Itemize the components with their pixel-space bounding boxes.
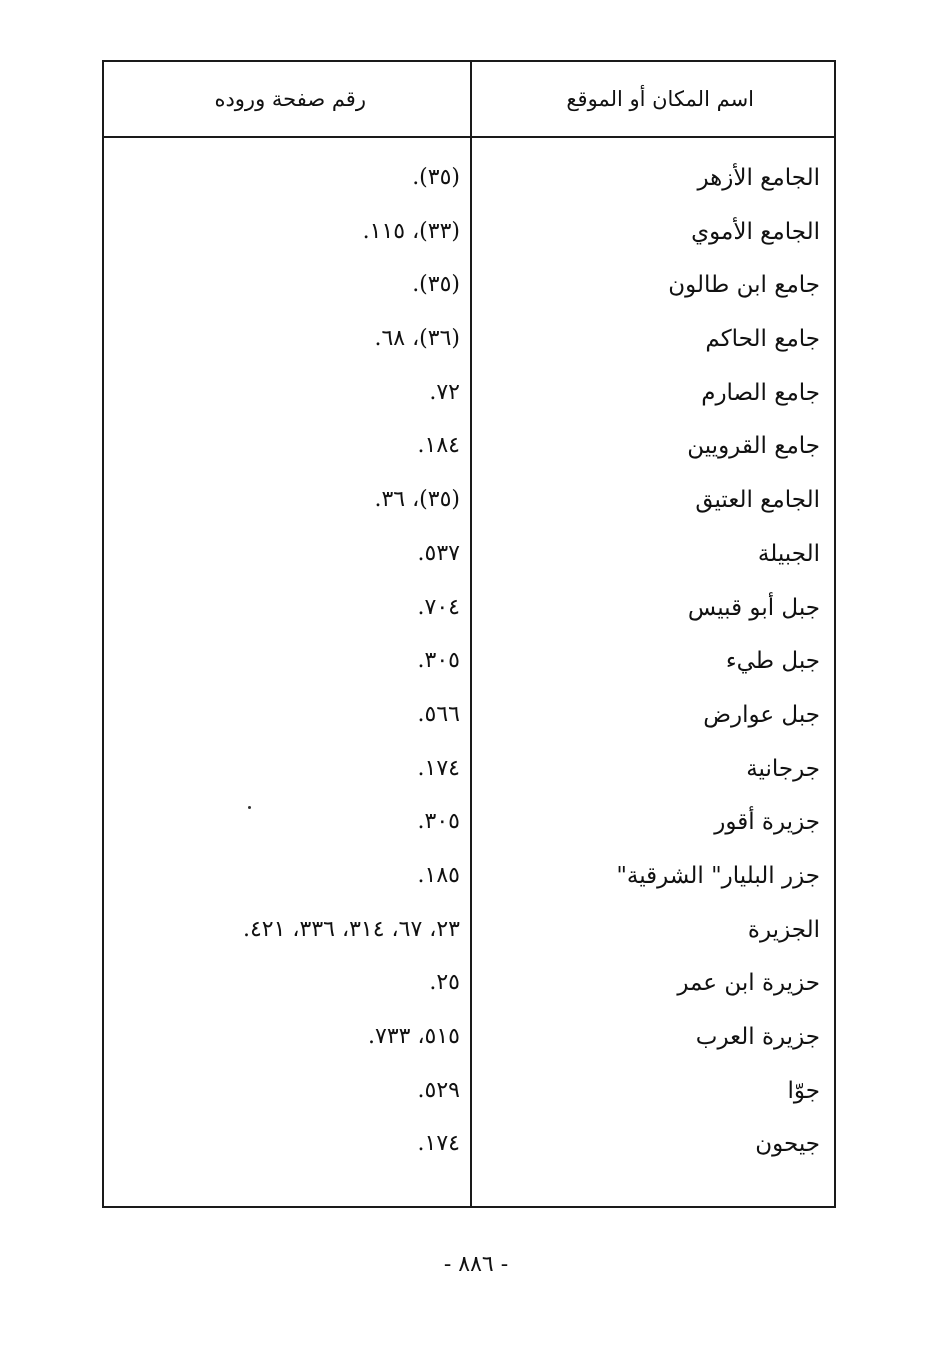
table-row: [104, 588, 834, 642]
table-row: [104, 1017, 834, 1071]
page-references: ٢٥.: [429, 970, 460, 996]
place-name: الجامع الأزهر: [697, 165, 820, 191]
place-name: جامع الصارم: [701, 379, 820, 406]
table-body: [104, 158, 834, 1178]
table-row: [104, 802, 834, 856]
table-row: [104, 265, 834, 319]
table-row: [104, 856, 834, 910]
page-references: ٥٦٦.: [417, 701, 460, 727]
page-number: - ٨٨٦ -: [443, 1252, 509, 1277]
table-row: [104, 212, 834, 266]
place-name: حزيرة ابن عمر: [677, 970, 820, 997]
place-name: جزيرة أقور: [714, 809, 820, 836]
page-references: ١٨٤.: [417, 433, 460, 459]
place-name: جبل أبو قبيس: [687, 594, 820, 621]
page-references: ١٧٤.: [417, 1131, 460, 1157]
header-page-numbers: رقم صفحة وروده: [214, 87, 366, 111]
page-references: (٣٣)، ١١٥.: [362, 218, 460, 244]
place-name: جوّا: [787, 1077, 820, 1104]
place-name: جامع الحاكم: [705, 326, 820, 353]
table-row: [104, 426, 834, 480]
place-name: الجامع الأموي: [691, 218, 820, 245]
places-index-table: [102, 60, 836, 1208]
header-place-name: اسم المكان أو الموقع: [566, 87, 754, 111]
page-references: ٣٠٥.: [417, 809, 460, 835]
table-row: [104, 480, 834, 534]
page-references: ٧٠٤.: [417, 594, 460, 620]
table-row: [104, 641, 834, 695]
place-name: الجزيرة: [747, 916, 820, 943]
place-name: جبل طيء: [725, 648, 820, 675]
page-references: ٥٢٩.: [417, 1077, 460, 1103]
page-references: (٣٥).: [412, 272, 460, 298]
place-name: جامع القرويين: [687, 433, 820, 460]
page-references: ٥٣٧.: [417, 540, 460, 566]
table-row: [104, 319, 834, 373]
page-references: ٢٣، ٦٧، ٣١٤، ٣٣٦، ٤٢١.: [242, 916, 460, 942]
table-row: [104, 910, 834, 964]
table-row: [104, 695, 834, 749]
place-name: الجامع العتيق: [695, 487, 820, 514]
page-references: ٣٠٥.: [417, 648, 460, 674]
table-header-row: [104, 62, 834, 138]
page-references: ١٧٤.: [417, 755, 460, 781]
place-name: جزيرة العرب: [695, 1024, 820, 1050]
page-references: (٣٥)، ٣٦.: [374, 487, 460, 513]
place-name: الجبيلة: [757, 540, 820, 567]
page-references: ١٨٥.: [417, 862, 460, 888]
table-row: [104, 1071, 834, 1125]
place-name: جبل عوارض: [703, 701, 820, 728]
place-name: جرجانية: [746, 755, 820, 782]
page-references: ٥١٥، ٧٣٣.: [368, 1024, 460, 1049]
table-row: [104, 749, 834, 803]
page-references: (٣٥).: [412, 165, 460, 190]
table-row: [104, 963, 834, 1017]
table-row: [104, 1124, 834, 1178]
table-row: [104, 158, 834, 212]
table-row: [104, 373, 834, 427]
scan-speck: [248, 806, 251, 809]
table-row: [104, 534, 834, 588]
page-references: ٧٢.: [429, 379, 460, 405]
place-name: جزر البليار" الشرقية": [616, 862, 820, 889]
place-name: جيحون: [755, 1131, 820, 1158]
place-name: جامع ابن طالون: [668, 272, 820, 299]
page-references: (٣٦)، ٦٨.: [374, 326, 460, 352]
